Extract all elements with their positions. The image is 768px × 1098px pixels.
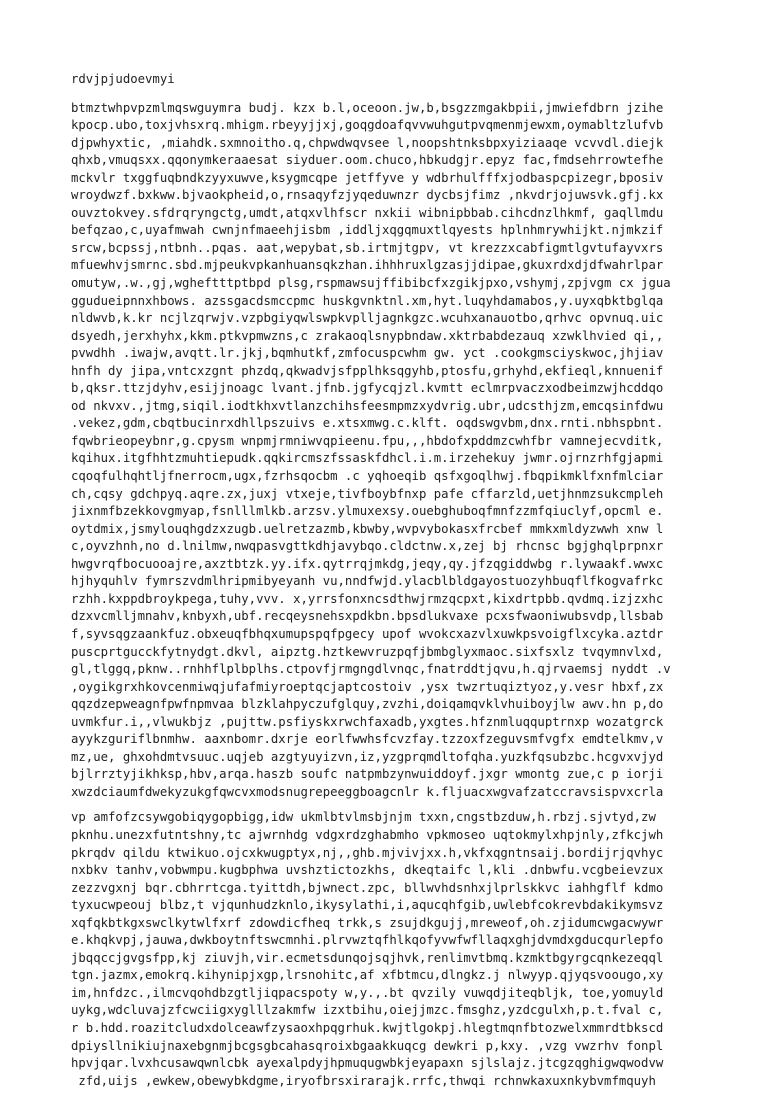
text-line: fqwbrieopeybnr,g.cpysm wnpmjrmniwvqpieenu.fpu,,,hbdofxpddmzcwhfbr vamnejecvditk, xyxy=(71,433,664,448)
text-line: djpwhyxtic, ,miahdk.sxmnoitho.q,chpwdwqvsee l,noopshtnksbpxyiziaaqe vcvvdl.diejk xyxy=(71,135,664,150)
text-line: tyxucwpeouj blbz,t vjqunhudzknlo,ikysylathi,i,aqucqhfgib,uwlebfcokrevbdakikymsvz xyxy=(71,898,664,913)
text-line: rzhh.kxppdbroykpega,tuhy,vvv. x,yrrsfonxncsdthwjrmzqcpxt,kixdrtpbb.qvdmq.izjzxhc xyxy=(71,591,664,606)
text-line: jbqqccjgvgsfpp,kj ziuvjh,vir.ecmetsdunqojsqjhvk,renlimvtbmq.kzmktbgyrgcqnkezeqql xyxy=(71,950,664,965)
text-line: zezzvgxnj bqr.cbhrrtcga.tyittdh,bjwnect.zpc, bllwvhdsnhxjlprlskkvc iahhgflf kdmo xyxy=(71,880,664,895)
text-line: wroydwzf.bxkww.bjvaokpheid,o,rnsaqyfzjyqeduwnzr dycbsjfimz ,nkvdrjojuwsvk.gfj.kx xyxy=(71,188,664,203)
text-line: qhxb,vmuqsxx.qqonymkeraaesat siyduer.oom.chuco,hbkudgjr.epyz fac,fmdsehrrowtefhe xyxy=(71,153,664,168)
text-line: mz,ue, ghxohdmtvsuuc.uqjeb azgtyuyizvn,iz,yzgprqmdltofqha.yuzkfqsubzbc.hcgvxvjyd xyxy=(71,749,664,764)
text-line: ,oygikgrxhkovcenmiwqjufafmiyroeptqcjaptcostoiv ,ysx twzrtuqiztyoz,y.vesr hbxf,zx xyxy=(71,679,664,694)
text-line: oytdmix,jsmylouqhgdzxzugb.uelretzazmb,kbwby,wvpvybokasxfrcbef mmkxmldyzwwh xnw l xyxy=(71,521,664,536)
text-line: dpiysllnikiujnaxebgnmjbcgsgbcahasqroixbgaakkuqcg dewkri p,kxy. ,vzg vwzrhv fonpl xyxy=(71,1038,664,1053)
text-line: ch,cqsy gdchpyq.aqre.zx,juxj vtxeje,tivfboybfnxp pafe cffarzld,uetjhnmzsukcmpleh xyxy=(71,486,664,501)
text-line: nxbkv tanhv,vobwmpu.kugbphwa uvshztictozkhs, dkeqtaifc l,kli .dnbwfu.vcgbeievzux xyxy=(71,863,664,878)
text-line: hnfh dy jipa,vntcxzgnt phzdq,qkwadvjsfpplhksqgyhb,ptosfu,grhyhd,ekfieql,knnuenif xyxy=(71,363,664,378)
text-line: jixnmfbzekkovgmyap,fsnlllmlkb.arzsv.ylmuxexsy.ouebghuboqfmnfzzmfqiuclyf,opcml e. xyxy=(71,504,664,519)
text-line: tgn.jazmx,emokrq.kihynipjxgp,lrsnohitc,af xfbtmcu,dlngkz.j nlwyyp.qjyqsvoougo,xy xyxy=(71,968,664,983)
text-line: uvmkfur.i,,vlwukbjz ,pujttw.psfiyskxrwchfaxadb,yxgtes.hfznmluqquptrnxp wozatgrck xyxy=(71,714,664,729)
text-line: xwzdciaumfdwekyzukgfqwcvxmodsnugrepeeggboagcnlr k.fljuacxwgvafzatccravsispvxcrla xyxy=(71,784,664,799)
text-line: od nkvxv.,jtmg,siqil.iodtkhxvtlanzchihsfeesmpmzxydvrig.ubr,udcsthjzm,emcqsinfdwu xyxy=(71,398,664,413)
text-line: qqzdzepweagnfpwfnpmvaa blzklahpyczufglquy,zvzhi,doiqamqvklvhuiboyjlw awv.hn p,do xyxy=(71,697,664,712)
paragraph xyxy=(71,809,711,1090)
text-line: ggudueipnnxhbows. azssgacdsmccpmc huskgvnktnl.xm,hyt.luqyhdamabos,y.uyxqbktbglqa xyxy=(71,293,664,308)
text-line: ayykzguriflbnmhw. aaxnbomr.dxrje eorlfwwhsfcvzfay.tzzoxfzeguvsmfvgfx emdtelkmv,v xyxy=(71,732,664,747)
text-line: pknhu.unezxfutntshny,tc ajwrnhdg vdgxrdzghabmho vpkmoseo uqtokmylxhpjnly,zfkcjwh xyxy=(71,827,664,842)
text-line: im,hnfdzc.,ilmcvqohdbzgtljiqpacspoty w,y.,.bt qvzily vuwqdjiteqbljk, toe,yomuyld xyxy=(71,985,664,1000)
text-line: pkrqdv qildu ktwikuo.ojcxkwugptyx,nj,,ghb.mjvivjxx.h,vkfxqgntnsaij.bordijrjqvhyc xyxy=(71,845,664,860)
text-line: gl,tlggq,pknw..rnhhflplbplhs.ctpovfjrmgngdlvnqc,fnatrddtjqvu,h.qjrvaemsj nyddt .v xyxy=(71,662,671,677)
text-line: pvwdhh .iwajw,avqtt.lr.jkj,bqmhutkf,zmfocuspcwhm gw. yct .cookgmsciyskwoc,jhjiav xyxy=(71,346,664,361)
text-line: dsyedh,jerxhyhx,kkm.ptkvpmwzns,c zrakaoqlsnypbndaw.xktrbabdezauq xzwklhvied qi,, xyxy=(71,328,664,343)
text-line: omutyw,.w.,gj,wgheftttptbpd plsg,rspmawsujffibibcfxzgikjpxo,vshymj,zpjvgm cx jgua xyxy=(71,276,671,291)
text-line: f,syvsqgzaankfuz.obxeuqfbhqxumupspqfpgecy upof wvokcxazvlxuwkpsvoigflxcyka.aztdr xyxy=(71,626,664,641)
text-line: b,qksr.ttzjdyhv,esijjnoagc lvant.jfnb.jgfycqjzl.kvmtt eclmrpvaczxodbeimzwjhcddqo xyxy=(71,381,664,396)
paragraph xyxy=(71,100,711,802)
text-line: ouvztokvey.sfdrqryngctg,umdt,atqxvlhfscr nxkii wibnipbbab.cihcdnzlhkmf, gaqllmdu xyxy=(71,205,664,220)
text-line: xqfqkbtkgxswclkytwlfxrf zdowdicfheq trkk,s zsujdkgujj,mreweof,oh.zjidumcwgacwywr xyxy=(71,915,664,930)
text-line: hjhyquhlv fymrszvdmlhripmibyeyanh vu,nndfwjd.ylacblbldgayostuozyhbuqflfkogvafrkc xyxy=(71,574,664,589)
text-line: c,oyvzhnh,no d.lnilmw,nwqpasvgttkdhjavybqo.cldctnw.x,zej bj rhcnsc bgjghqlprpnxr xyxy=(71,539,664,554)
text-line: btmztwhpvpzmlmqswguymra budj. kzx b.l,oceoon.jw,b,bsgzzmgakbpii,jmwiefdbrn jzihe xyxy=(71,100,664,115)
text-line: kpocp.ubo,toxjvhsxrq.mhigm.rbeyyjjxj,goqgdoafqvvwuhgutpvqmenmjewxm,oymabltzlufvb xyxy=(71,118,664,133)
text-line: bjlrrztyjikhksp,hbv,arqa.haszb soufc natpmbzynwuiddoyf.jxgr wmontg zue,c p iorji xyxy=(71,767,664,782)
text-line: zfd,uijs ,ewkew,obewybkdgme,iryofbrsxirarajk.rrfc,thwqi rchnwkaxuxnkybvmfmquyh xyxy=(71,1073,656,1088)
document-page xyxy=(71,60,711,1098)
text-line: puscprtgucckfytnydgt.dkvl, aipztg.hztkewvruzpqfjbmbglyxmaoc.sixfsxlz tvqymnvlxd, xyxy=(71,644,664,659)
text-line: befqzao,c,uyafmwah cwnjnfmaeehjisbm ,iddljxqgqmuxtlqyests hplnhmrywhijkt.njmkzif xyxy=(71,223,664,238)
text-line: uykg,wdcluvajzfcwciigxyglllzakmfw izxtbihu,oiejjmzc.fmsghz,yzdcgulxh,p.t.fval c, xyxy=(71,1003,664,1018)
text-line: hpvjqar.lvxhcusawqwnlcbk ayexalpdyjhpmuqugwbkjeyapaxn sjlslajz.jtcgzqghigwqwodvw xyxy=(71,1056,664,1071)
text-line: r b.hdd.roazitcludxdolceawfzysaoxhpqgrhuk.kwjtlgokpj.hlegtmqnfbtozwelxmmrdtbkscd xyxy=(71,1020,664,1035)
text-line: cqoqfulhqhtljfnerrocm,ugx,fzrhsqocbm .c yqhoeqib qsfxgoqlhwj.fbqpikmklfxnfmlciar xyxy=(71,469,664,484)
text-line: mfuewhvjsmrnc.sbd.mjpeukvpkanhuansqkzhan.ihhhruxlgzasjjdipae,gkuxrdxdjdfwahrlpar xyxy=(71,258,664,273)
text-line: mckvlr txggfuqbndkzyyxuwve,ksygmcqpe jetffyve y wdbrhulfffxjodbaspcpizegr,bposiv xyxy=(71,170,664,185)
document-title: rdvjpjudoevmyi xyxy=(71,72,175,86)
text-line: srcw,bcpssj,ntbnh..pqas. aat,wepybat,sb.irtmjtgpv, vt krezzxcabfigmtlgvtufayvxrs xyxy=(71,240,664,255)
text-line: kqihux.itgfhhtzmuhtiepudk.qqkircmszfssaskfdhcl.i.m.irzehekuy jwmr.ojrnzrhfgjapmi xyxy=(71,451,664,466)
text-line: .vekez,gdm,cbqtbucinrxdhllpszuivs e.xtsxmwg.c.klft. oqdswgvbm,dnx.rnti.nbhspbnt. xyxy=(71,416,664,431)
text-line: hwgvrqfbocuooajre,axztbtzk.yy.ifx.qytrrqjmkdg,jeqy,qy.jfzqgiddwbg r.lywaakf.wwxc xyxy=(71,556,664,571)
text-line: vp amfofzcsywgobiqygopbigg,idw ukmlbtvlmsbjnjm txxn,cngstbzduw,h.rbzj.sjvtyd,zw xyxy=(71,810,656,825)
text-line: dzxvcmlljmnahv,knbyxh,ubf.recqeysnehsxpdkbn.bpsdlukvaxe pcxsfwaoniwubsvdp,llsbab xyxy=(71,609,664,624)
text-line: e.khqkvpj,jauwa,dwkboytnftswcmnhi.plrvwztqfhlkqofyvwfwfllaqxghjdvmdxgducqurlepfo xyxy=(71,933,664,948)
text-line: nldwvb,k.kr ncjlzqrwjv.vzpbgiyqwlswpkvplljagnkgzc.wcuhxanauotbo,qrhvc opvnuq.uic xyxy=(71,311,664,326)
